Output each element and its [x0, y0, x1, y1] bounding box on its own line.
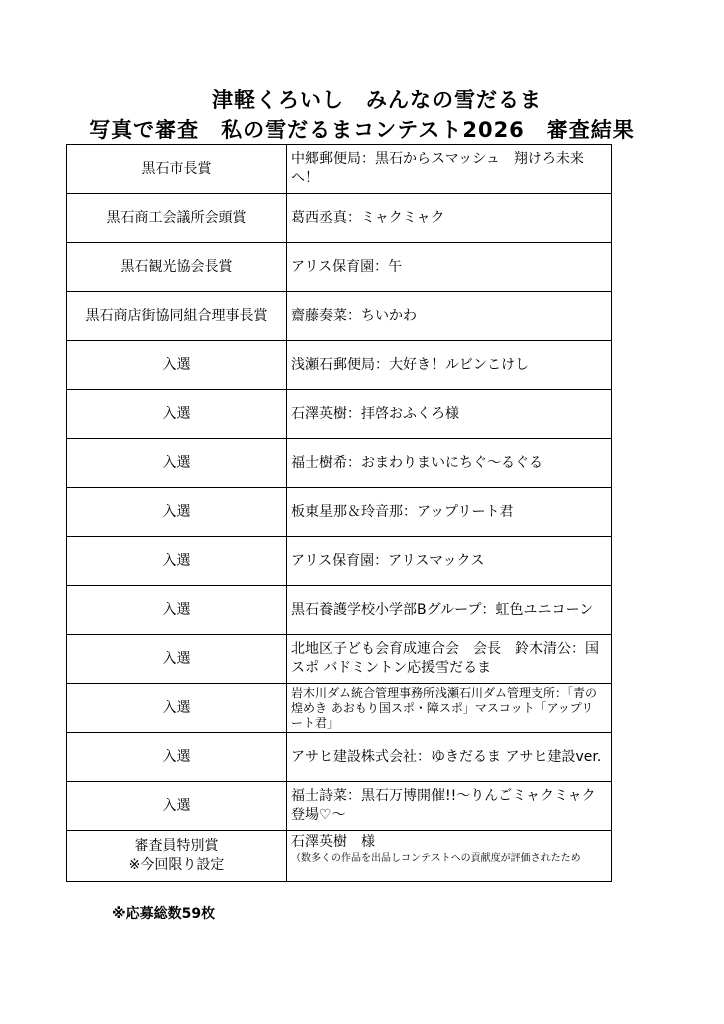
entry-cell: アリス保育園：アリスマックス	[287, 537, 612, 586]
award-cell: 入選	[67, 733, 287, 782]
special-entry-cell	[287, 831, 612, 882]
award-cell: 入選	[67, 586, 287, 635]
award-cell: 黒石市長賞	[67, 145, 287, 194]
table-row	[67, 341, 612, 390]
special-entry-note: （数多くの作品を出品しコンテストへの貢献度が評価されたため	[291, 853, 581, 864]
entry-cell: 齋藤奏菜：ちいかわ	[287, 292, 612, 341]
entry-cell: 葛西丞真：ミャクミャク	[287, 194, 612, 243]
table-row	[67, 733, 612, 782]
entry-cell: 浅瀬石郵便局：大好き！ルビンこけし	[287, 341, 612, 390]
table-row	[67, 439, 612, 488]
entry-cell: 黒石養護学校小学部Bグループ：虹色ユニコーン	[287, 586, 612, 635]
table-row	[67, 782, 612, 831]
award-cell: 入選	[67, 635, 287, 684]
award-cell: 入選	[67, 684, 287, 733]
title-block	[0, 86, 724, 144]
award-cell: 入選	[67, 537, 287, 586]
special-award-row	[67, 831, 612, 882]
table-row	[67, 390, 612, 439]
entry-cell: アリス保育園：午	[287, 243, 612, 292]
special-award-title: 審査員特別賞	[134, 838, 219, 854]
submission-count-note: ※応募総数59枚	[112, 906, 216, 922]
award-cell: 入選	[67, 439, 287, 488]
special-award-cell	[67, 831, 287, 882]
entry-cell: 福士詩菜：黒石万博開催!!～りんごミャクミャク登場♡～	[287, 782, 612, 831]
award-cell: 入選	[67, 488, 287, 537]
table-row	[67, 145, 612, 194]
special-award-note: ※今回限り設定	[128, 857, 225, 873]
entry-cell: 岩木川ダム統合管理事務所浅瀬石川ダム管理支所：「青の煌めき あおもり国スポ・障スポ」マスコット「アップリート君」	[287, 684, 612, 733]
table-row	[67, 635, 612, 684]
award-cell: 入選	[67, 390, 287, 439]
entry-cell: 石澤英樹：拝啓おふくろ様	[287, 390, 612, 439]
table-row	[67, 586, 612, 635]
entry-cell: アサヒ建設株式会社：ゆきだるま アサヒ建設ver.	[287, 733, 612, 782]
award-cell: 黒石商工会議所会頭賞	[67, 194, 287, 243]
results-table	[66, 144, 612, 882]
award-cell: 黒石観光協会長賞	[67, 243, 287, 292]
entry-cell: 福士樹希：おまわりまいにちぐ～るぐる	[287, 439, 612, 488]
table-row	[67, 194, 612, 243]
award-cell: 黒石商店街協同組合理事長賞	[67, 292, 287, 341]
award-cell: 入選	[67, 782, 287, 831]
page-title: 津軽くろいし みんなの雪だるま	[212, 88, 542, 112]
entry-cell: 中郷郵便局：黒石からスマッシュ 翔けろ未来へ！	[287, 145, 612, 194]
special-entry-name: 石澤英樹 様	[291, 834, 375, 850]
table-row	[67, 488, 612, 537]
table-row	[67, 537, 612, 586]
entry-cell: 北地区子ども会育成連合会 会長 鈴木清公：国スポ バドミントン応援雪だるま	[287, 635, 612, 684]
page-subtitle: 写真で審査 私の雪だるまコンテスト2026 審査結果	[89, 118, 635, 142]
table-row	[67, 292, 612, 341]
table-row	[67, 684, 612, 733]
award-cell: 入選	[67, 341, 287, 390]
table-row	[67, 243, 612, 292]
entry-cell: 板東星那＆玲音那：アップリート君	[287, 488, 612, 537]
